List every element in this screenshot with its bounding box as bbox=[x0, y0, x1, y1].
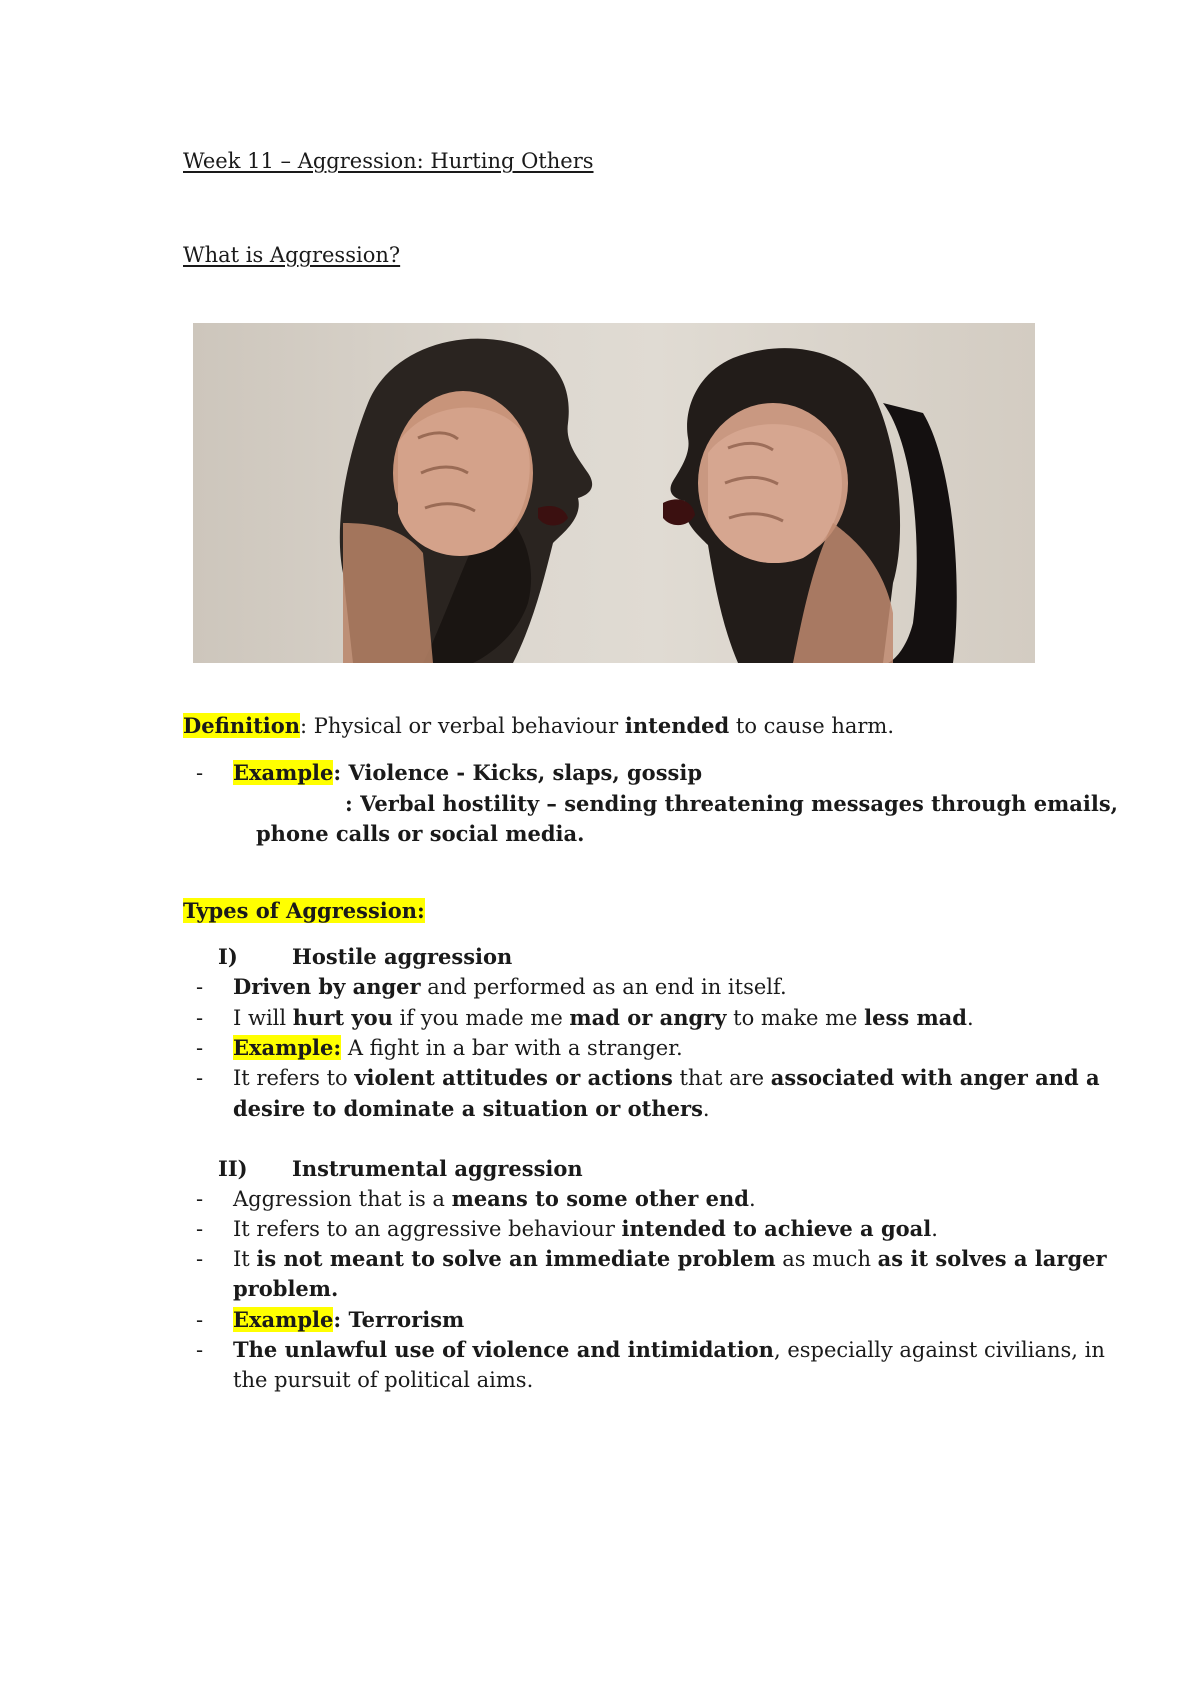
hostile-b1-bold: Driven by anger bbox=[233, 974, 421, 999]
instr-b3-d: as it solves a larger bbox=[877, 1246, 1107, 1271]
definition-text-a: : Physical or verbal behaviour bbox=[300, 714, 625, 738]
hostile-bullet-1 bbox=[233, 972, 787, 1002]
hostile-numeral: I) bbox=[218, 944, 238, 969]
bullet-dash: - bbox=[196, 1217, 204, 1241]
hostile-bullet-3 bbox=[233, 1033, 683, 1063]
hostile-b2-e: to make me bbox=[726, 1006, 865, 1030]
bullet-dash: - bbox=[196, 1187, 204, 1211]
bullet-dash: - bbox=[196, 975, 204, 999]
hostile-b2-a: I will bbox=[233, 1006, 293, 1030]
bullet-dash: - bbox=[196, 1247, 204, 1271]
instr-b4-rest: : Terrorism bbox=[333, 1307, 465, 1332]
hostile-bullet-4 bbox=[233, 1063, 1100, 1093]
instr-b1-c: . bbox=[748, 1187, 756, 1211]
hostile-b1-rest: and performed as an end in itself. bbox=[420, 975, 787, 999]
instr-b2-c: . bbox=[931, 1217, 938, 1241]
hostile-title: Hostile aggression bbox=[292, 944, 513, 969]
hostile-b4-d: associated with anger and a bbox=[770, 1065, 1100, 1090]
instr-b5-b: , especially against civilians, in bbox=[773, 1338, 1105, 1362]
example-text-1: : Violence - Kicks, slaps, gossip bbox=[333, 760, 702, 785]
hostile-bullet-2 bbox=[233, 1003, 974, 1033]
hostile-b4-b: violent attitudes or actions bbox=[354, 1065, 673, 1090]
instr-b1-a: Aggression that is a bbox=[233, 1187, 452, 1211]
instr-b2-a: It refers to an aggressive behaviour bbox=[233, 1217, 622, 1241]
instr-b3-c: as much bbox=[775, 1247, 878, 1271]
hostile-bullet-4-cont bbox=[233, 1094, 710, 1124]
instrumental-title: Instrumental aggression bbox=[292, 1156, 583, 1181]
hostile-b3-label: Example: bbox=[233, 1035, 342, 1060]
example-label: Example bbox=[233, 760, 334, 785]
bullet-dash: - bbox=[196, 1006, 204, 1030]
types-heading-text: Types of Aggression: bbox=[183, 898, 425, 923]
definition-line bbox=[183, 711, 894, 741]
section-heading-what-is-aggression: What is Aggression? bbox=[183, 243, 401, 267]
instr-b1-b: means to some other end bbox=[451, 1186, 749, 1211]
instr-b5-a: The unlawful use of violence and intimidation bbox=[233, 1337, 774, 1362]
definition-label: Definition bbox=[183, 713, 301, 738]
instr-b3-b: is not meant to solve an immediate problem bbox=[256, 1246, 776, 1271]
example-line-1 bbox=[233, 758, 702, 788]
definition-text-b: to cause harm. bbox=[729, 714, 895, 738]
instr-b4-label: Example bbox=[233, 1307, 334, 1332]
bullet-dash: - bbox=[196, 761, 204, 785]
hostile-b4-e: desire to dominate a situation or others bbox=[233, 1096, 703, 1121]
bullet-dash: - bbox=[196, 1066, 204, 1090]
hostile-b3-rest: A fight in a bar with a stranger. bbox=[341, 1036, 683, 1060]
aggression-photo-illustration bbox=[193, 323, 1035, 663]
instrumental-numeral: II) bbox=[218, 1156, 248, 1181]
instrumental-bullet-3 bbox=[233, 1244, 1107, 1274]
example-line-3: phone calls or social media. bbox=[256, 821, 585, 846]
instr-b2-b: intended to achieve a goal bbox=[621, 1216, 932, 1241]
instrumental-bullet-1 bbox=[233, 1184, 756, 1214]
instrumental-bullet-4 bbox=[233, 1305, 464, 1335]
bullet-dash: - bbox=[196, 1338, 204, 1362]
instrumental-bullet-5-cont: the pursuit of political aims. bbox=[233, 1368, 534, 1392]
instrumental-bullet-5 bbox=[233, 1335, 1105, 1365]
hostile-b2-c: if you made me bbox=[392, 1006, 570, 1030]
instr-b3-a: It bbox=[233, 1247, 257, 1271]
hostile-b2-f: less mad bbox=[864, 1005, 967, 1030]
hostile-b2-b: hurt you bbox=[292, 1005, 393, 1030]
document-title: Week 11 – Aggression: Hurting Others bbox=[183, 149, 594, 173]
bullet-dash: - bbox=[196, 1036, 204, 1060]
instrumental-bullet-3-cont: problem. bbox=[233, 1276, 339, 1301]
hostile-b4-c: that are bbox=[672, 1066, 771, 1090]
hostile-b2-g: . bbox=[966, 1006, 974, 1030]
hostile-b4-a: It refers to bbox=[233, 1066, 355, 1090]
definition-bold: intended bbox=[624, 713, 730, 738]
bullet-dash: - bbox=[196, 1308, 204, 1332]
instrumental-bullet-2 bbox=[233, 1214, 938, 1244]
aggression-photo bbox=[193, 323, 1035, 663]
types-heading bbox=[183, 896, 425, 926]
example-line-2: : Verbal hostility – sending threatening messages through emails, bbox=[345, 791, 1118, 816]
hostile-b2-d: mad or angry bbox=[569, 1005, 727, 1030]
hostile-b4-f: . bbox=[702, 1097, 710, 1121]
